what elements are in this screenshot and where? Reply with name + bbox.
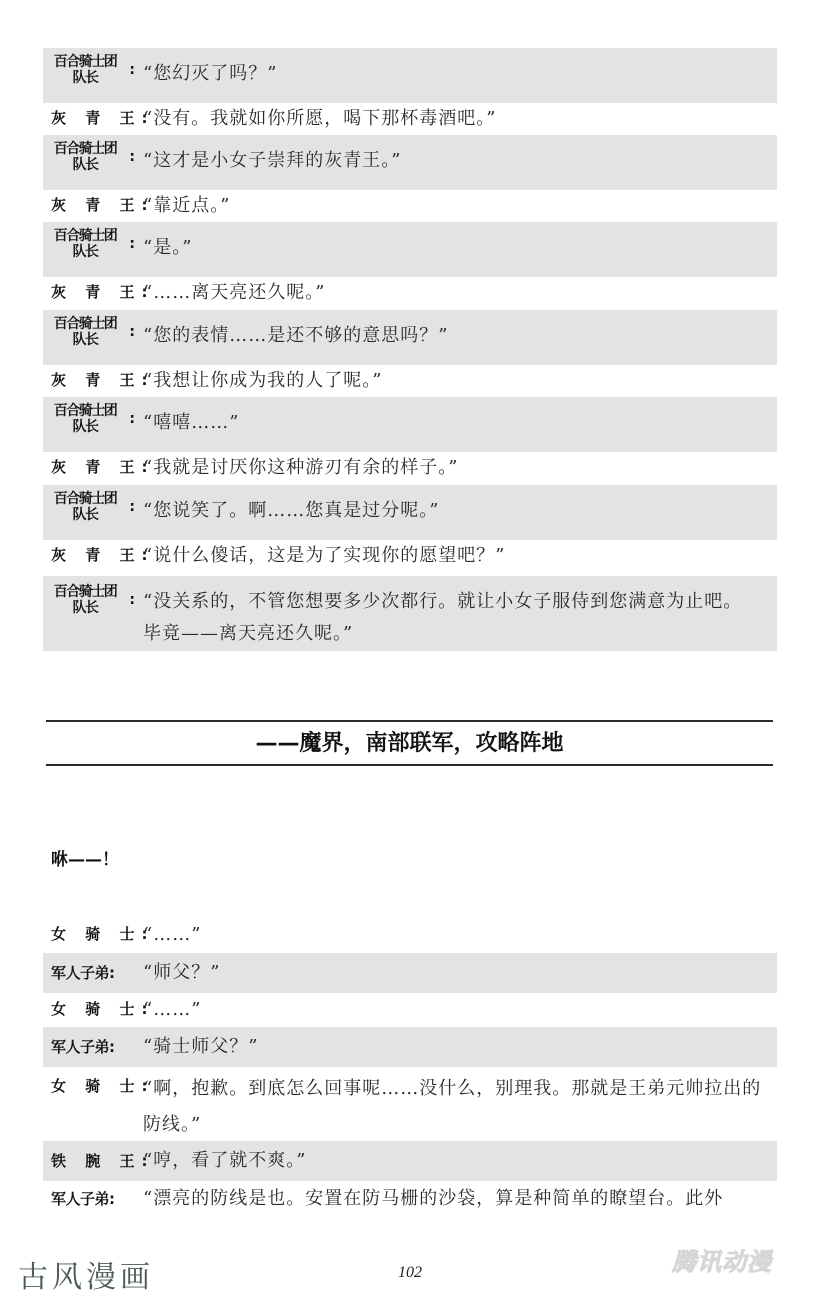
dialogue-row — [43, 222, 777, 277]
speaker-colon: : — [129, 62, 135, 78]
speaker-label: 灰 青 王: — [51, 371, 155, 389]
dialogue-text: “您说笑了。啊……您真是过分呢。” — [143, 500, 440, 521]
speaker-colon: : — [129, 411, 135, 427]
dialogue-row — [43, 540, 777, 572]
speaker-label — [51, 54, 135, 86]
dialogue-text: “是。” — [143, 237, 193, 258]
speaker-label: 女 骑 士: — [51, 1000, 155, 1018]
dialogue-row — [43, 1067, 777, 1141]
speaker-label — [51, 228, 135, 260]
speaker-colon: : — [129, 499, 135, 515]
dialogue-row — [43, 190, 777, 222]
section-rule-top — [46, 720, 773, 722]
speaker-colon: : — [129, 324, 135, 340]
speaker-label: 灰 青 王: — [51, 546, 155, 564]
dialogue-row — [43, 277, 777, 309]
dialogue-text: “靠近点。” — [143, 195, 231, 216]
dialogue-text: “您幻灭了吗？” — [143, 63, 278, 84]
dialogue-row — [43, 1027, 777, 1067]
speaker-label — [51, 141, 135, 173]
sound-effect-text: 咻——！ — [51, 850, 119, 870]
dialogue-row — [43, 576, 777, 651]
dialogue-text: “没有。我就如你所愿，喝下那杯毒酒吧。” — [143, 108, 497, 129]
speaker-label: 女 骑 士: — [51, 1077, 155, 1095]
dialogue-row — [43, 452, 777, 484]
speaker-name-line1: 百合骑士团 — [53, 54, 117, 70]
speaker-label: 灰 青 王: — [51, 283, 155, 301]
dialogue-row — [43, 365, 777, 397]
dialogue-row — [43, 135, 777, 190]
speaker-colon: : — [129, 236, 135, 252]
dialogue-text: “漂亮的防线是也。安置在防马栅的沙袋，算是种简单的瞭望台。此外 — [143, 1188, 724, 1209]
speaker-label: 女 骑 士: — [51, 925, 155, 943]
speaker-label: 军人子弟: — [51, 1190, 115, 1208]
speaker-name-line1: 百合骑士团 — [53, 228, 117, 244]
dialogue-row — [43, 953, 777, 993]
dialogue-text: “没关系的，不管您想要多少次都行。就让小女子服侍到您满意为止吧。毕竟——离天亮还久呢。” — [143, 591, 743, 644]
speaker-name-line2: 队长 — [72, 157, 98, 173]
dialogue-text: “……” — [143, 924, 202, 945]
speaker-colon: : — [129, 149, 135, 165]
speaker-label: 军人子弟: — [51, 1038, 115, 1056]
page-number: 102 — [398, 1264, 422, 1281]
section-rule-bottom — [46, 764, 773, 766]
speaker-name-line1: 百合骑士团 — [53, 141, 117, 157]
speaker-label — [51, 584, 135, 616]
dialogue-text: “骑士师父？” — [143, 1036, 259, 1057]
dialogue-row — [43, 918, 777, 952]
speaker-label — [51, 316, 135, 348]
dialogue-text: “……离天亮还久呢。” — [143, 282, 326, 303]
dialogue-text: “嘻嘻……” — [143, 412, 240, 433]
speaker-label — [51, 403, 135, 435]
speaker-colon: : — [129, 592, 135, 608]
dialogue-row — [43, 310, 777, 365]
dialogue-text: “哼，看了就不爽。” — [143, 1150, 307, 1171]
speaker-label: 灰 青 王: — [51, 196, 155, 214]
speaker-name-line1: 百合骑士团 — [53, 491, 117, 507]
dialogue-row — [43, 48, 777, 103]
dialogue-row — [43, 1181, 777, 1217]
dialogue-text: “说什么傻话，这是为了实现你的愿望吧？” — [143, 545, 506, 566]
speaker-label: 灰 青 王: — [51, 109, 155, 127]
speaker-name-line1: 百合骑士团 — [53, 403, 117, 419]
section-title: ——魔界，南部联军，攻略阵地 — [255, 731, 564, 756]
speaker-name-line2: 队长 — [72, 507, 98, 523]
speaker-label: 铁 腕 王: — [51, 1152, 155, 1170]
site-logo: 古风漫画 — [18, 1260, 154, 1295]
dialogue-row — [43, 103, 777, 135]
dialogue-text: “我就是讨厌你这种游刃有余的样子。” — [143, 457, 459, 478]
speaker-label: 军人子弟: — [51, 964, 115, 982]
dialogue-row — [43, 397, 777, 452]
dialogue-row — [43, 1141, 777, 1181]
dialogue-text: “我想让你成为我的人了呢。” — [143, 370, 383, 391]
dialogue-text: “师父？” — [143, 962, 221, 983]
speaker-name-line2: 队长 — [72, 70, 98, 86]
dialogue-text: “您的表情……是还不够的意思吗？” — [143, 325, 449, 346]
speaker-name-line2: 队长 — [72, 244, 98, 260]
speaker-name-line1: 百合骑士团 — [53, 584, 117, 600]
speaker-label — [51, 491, 135, 523]
speaker-name-line2: 队长 — [72, 419, 98, 435]
speaker-label: 灰 青 王: — [51, 458, 155, 476]
dialogue-text: “啊，抱歉。到底怎么回事呢……没什么，别理我。那就是王弟元帅拉出的防线。” — [143, 1078, 762, 1135]
dialogue-row — [43, 993, 777, 1027]
dialogue-row — [43, 485, 777, 540]
watermark-logo: 腾讯动漫 — [672, 1248, 772, 1276]
speaker-name-line1: 百合骑士团 — [53, 316, 117, 332]
speaker-name-line2: 队长 — [72, 332, 98, 348]
dialogue-text: “……” — [143, 999, 202, 1020]
speaker-name-line2: 队长 — [72, 600, 98, 616]
dialogue-text: “这才是小女子崇拜的灰青王。” — [143, 150, 402, 171]
